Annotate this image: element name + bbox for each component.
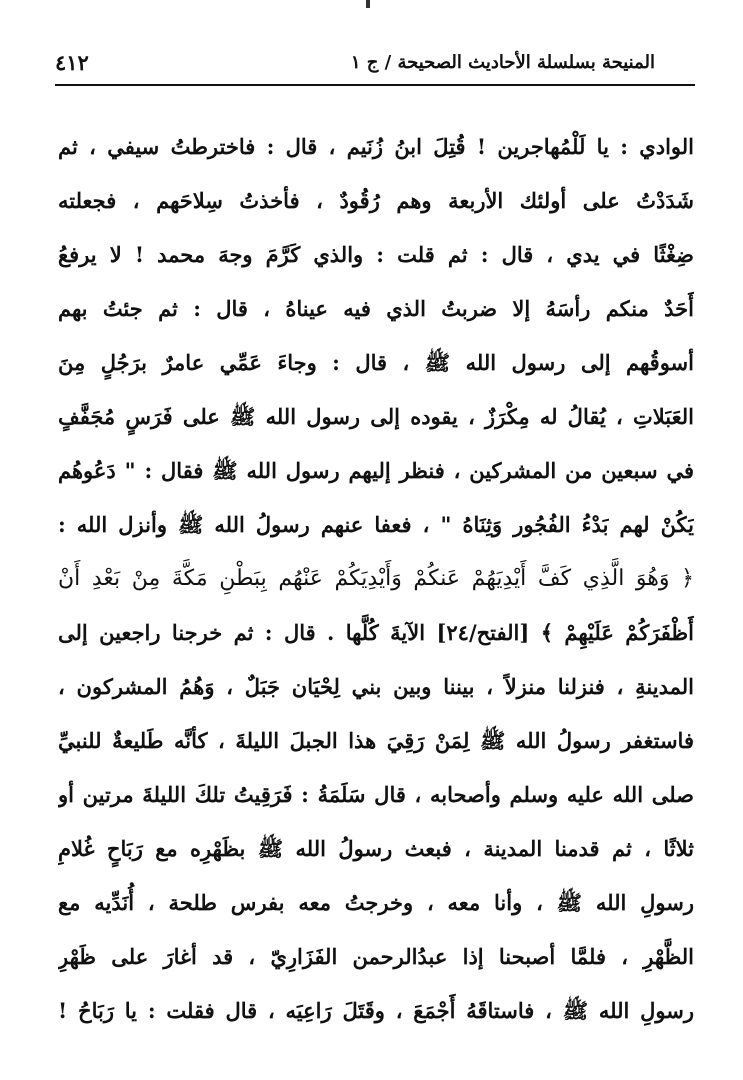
text-line: في سبعين من المشركين ، فنظر إليهم رسول الله ﷺ فقال : " دَعُوهُم [58, 458, 694, 483]
text-line: أَظْفَرَكُمْ عَلَيْهِمْ ﴾ [الفتح/٢٤] الآيةَ كُلَّها . قال : ثم خرجنا راجعين إلى [58, 620, 694, 645]
header-divider [55, 84, 695, 86]
text-line: شَدَدْتُ على أولئك الأربعة وهم رُقُودٌ ، فأخذتُ سِلاحَهم ، فجعلته [58, 188, 694, 213]
text-line: صلى الله عليه وسلم وأصحابه ، قال سَلَمَةُ : فَرَقِيتُ تلكَ الليلةَ مرتين أو [58, 782, 694, 807]
text-line: ضِغْثًا في يدي ، قال : ثم قلت : والذي كَرَّمَ وجهَ محمد ! لا يرفعُ [58, 242, 694, 267]
text-line: يَكُنْ لهم بَدْءُ الفُجُور وَثِنَاهُ " ، فعفا عنهم رسولُ الله ﷺ وأنزل الله : [58, 512, 694, 537]
text-line: الظَّهْرِ ، فلمَّا أصبحنا إذا عبدُالرحمن الفَزَارِيّ ، قد أغارَ على ظَهْرِ [58, 944, 694, 969]
text-line: المدينةِ ، فنزلنا منزلاً ، بيننا وبين بني لِحْيَان جَبَلٌ ، وَهُمُ المشركون ، [58, 674, 694, 699]
body-text [58, 120, 694, 1038]
top-margin-mark [366, 0, 370, 8]
text-line: رسولِ الله ﷺ ، فاستاقَهُ أَجْمَعَ ، وقَتَلَ رَاعِيَه ، قال فقلت : يا رَبَاحُ ! [58, 998, 694, 1023]
text-line: العَبَلاتِ ، يُقالُ له مِكْرَزٌ ، يقوده إلى رسول الله ﷺ على فَرَسٍ مُجَفَّفٍ [58, 404, 694, 429]
running-header-title: المنيحة بسلسلة الأحاديث الصحيحة / ج ١ [350, 52, 655, 73]
text-line: أَحَدٌ منكم رأسَهُ إلا ضربتُ الذي فيه عيناهُ ، قال : ثم جئتُ بهم [58, 296, 694, 321]
page-number: ٤١٢ [55, 50, 89, 75]
text-line: أسوقُهم إلى رسول الله ﷺ ، قال : وجاءَ عَمِّي عامرٌ برَجُلٍ مِنَ [58, 350, 694, 375]
quran-verse-line: ﴿ وَهُوَ الَّذِي كَفَّ أَيْدِيَهُمْ عَنكُمْ وَأَيْدِيَكُمْ عَنْهُم بِبَطْنِ مَكَّةَ مِنْ بَعْدِ أَنْ [58, 566, 694, 591]
text-line: الوادي : يا لَلْمُهاجرين ! قُتِلَ ابنُ زُنَيم ، قال : فاخترطتُ سيفي ، ثم [58, 134, 694, 159]
text-line: ثلاثًا ، ثم قدمنا المدينة ، فبعث رسولُ الله ﷺ بظَهْرِه مع رَبَاحٍ غُلامِ [58, 836, 694, 861]
running-header [55, 48, 695, 84]
text-line: رسولِ الله ﷺ ، وأنا معه ، وخرجتُ معه بفرس طلحة ، أُنَدِّيه مع [58, 890, 694, 915]
text-line: فاستغفر رسولُ الله ﷺ لِمَنْ رَقِيَ هذا الجبلَ الليلةَ ، كأنَّه طَليعةٌ للنبيِّ [58, 728, 694, 753]
